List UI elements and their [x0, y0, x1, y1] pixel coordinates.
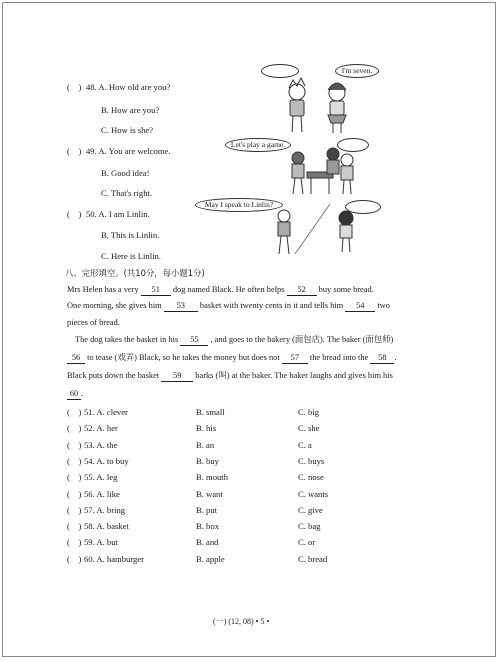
passage-text: The dog takes the basket in his [75, 335, 179, 344]
answer-paren[interactable]: ( ) [67, 455, 82, 466]
answer-paren[interactable]: ( ) [67, 537, 82, 548]
answer-paren[interactable]: ( ) [67, 521, 82, 532]
passage-text: to tease (戏弄) Black, so he takes the money but does not [87, 353, 280, 362]
passage-line-7 [67, 389, 83, 400]
option-b: B. and [196, 537, 219, 548]
answer-paren[interactable]: ( ) [67, 504, 82, 515]
passage-text: dog named Black. He often helps [172, 285, 285, 294]
section-heading: 八、完形填空。(共10分，每小题1分) [65, 268, 205, 278]
option-c: C. Here is Linlin. [101, 251, 161, 261]
blank-56[interactable]: 56 [67, 353, 85, 364]
passage-text: the bread into the [309, 353, 369, 362]
children-drawing [255, 62, 385, 136]
option-a: 58. A. basket [84, 521, 129, 532]
option-b: B. small [196, 407, 225, 417]
passage-line-1 [67, 285, 374, 296]
option-b: B. want [196, 488, 223, 499]
option-c: C. That's right. [101, 188, 153, 198]
blank-53[interactable]: 53 [164, 301, 198, 312]
speech-bubble: Let's play a game. [225, 138, 291, 152]
option-b: B. an [196, 439, 215, 450]
option-a: 57. A. bring [84, 504, 126, 515]
option-a: 49. A. You are welcome. [86, 146, 171, 156]
passage-text: One morning, she gives him [67, 301, 162, 310]
option-b: B. buy [196, 455, 219, 466]
option-b: B. mouth [196, 472, 228, 483]
answer-paren[interactable]: ( ) [67, 82, 82, 92]
children-drawing [225, 138, 375, 200]
option-c: C. big [298, 407, 320, 417]
passage-text: pieces of bread. [67, 318, 120, 327]
option-c: C. bread [298, 553, 328, 564]
speech-bubble: I'm seven. [335, 64, 379, 78]
option-a: 51. A. clever [84, 407, 128, 417]
illustration-play-game [225, 138, 375, 200]
option-a: 55. A. leg [84, 472, 118, 483]
option-c: C. a [298, 439, 312, 450]
blank-54[interactable]: 54 [345, 301, 375, 312]
answer-paren[interactable]: ( ) [67, 146, 82, 156]
option-c: C. How is she? [101, 125, 154, 135]
answer-paren[interactable]: ( ) [67, 553, 82, 564]
passage-text: . [81, 389, 84, 398]
option-c: C. she [298, 423, 320, 434]
option-a: 54. A. to buy [84, 455, 129, 466]
option-a: 52. A. her [84, 423, 118, 434]
illustration-phone-call [195, 196, 390, 258]
passage-text: two [377, 301, 390, 310]
option-a: 53. A. the [84, 439, 118, 450]
option-b: B. How are you? [101, 105, 160, 115]
option-b: B. his [196, 423, 217, 434]
passage-text: buy some bread. [318, 285, 374, 294]
answer-paren[interactable]: ( ) [67, 472, 82, 483]
blank-60[interactable]: 60 [67, 389, 81, 400]
speech-bubble: May I speak to Linlin? [195, 198, 283, 212]
option-b: B. This is Linlin. [101, 230, 160, 240]
option-c: C. or [298, 537, 316, 548]
option-a: 60. A. hamburger [84, 553, 144, 564]
passage-line-5 [67, 353, 396, 364]
option-c: C. bag [298, 521, 321, 532]
option-b: B. box [196, 521, 219, 532]
page-number: (一) (12, 08) • 5 • [213, 617, 270, 626]
passage-line-6 [67, 371, 393, 382]
blank-51[interactable]: 51 [141, 285, 171, 296]
option-c: C. buys [298, 455, 325, 466]
blank-58[interactable]: 58 [370, 353, 394, 364]
passage-text: Mrs Helen has a very [67, 285, 139, 294]
answer-paren[interactable]: ( ) [67, 407, 82, 417]
blank-57[interactable]: 57 [282, 353, 308, 364]
passage-text: barks (叫) at the baker. The baker laughs and gives him his [195, 371, 393, 380]
answer-paren[interactable]: ( ) [67, 439, 82, 450]
option-a: 48. A. How old are you? [86, 82, 171, 92]
option-b: B. apple [196, 553, 225, 564]
passage-text: basket with twenty cents in it and tells him [199, 301, 344, 310]
passage-line-4 [75, 335, 393, 346]
passage-line-2 [67, 301, 390, 312]
passage-text: . [394, 353, 397, 362]
passage-text: , and goes to the bakery (面包店). The baker (面包师) [210, 335, 394, 344]
option-b: B. Good idea! [101, 168, 150, 178]
option-c: C. nose [298, 472, 324, 483]
answer-paren[interactable]: ( ) [67, 423, 82, 434]
passage-text: Black puts down the basket [67, 371, 160, 380]
blank-55[interactable]: 55 [180, 335, 208, 346]
blank-59[interactable]: 59 [161, 371, 193, 382]
option-a: 50. A. I am Linlin. [86, 209, 150, 219]
illustration-boy-girl [255, 62, 385, 136]
option-b: B. put [196, 504, 218, 515]
answer-paren[interactable]: ( ) [67, 488, 82, 499]
children-drawing [195, 196, 390, 258]
passage-line-3 [67, 318, 120, 328]
option-a: 56. A. like [84, 488, 120, 499]
option-c: C. wants [298, 488, 329, 499]
answer-paren[interactable]: ( ) [67, 209, 82, 219]
blank-52[interactable]: 52 [287, 285, 317, 296]
option-a: 59. A. but [84, 537, 118, 548]
option-c: C. give [298, 504, 323, 515]
